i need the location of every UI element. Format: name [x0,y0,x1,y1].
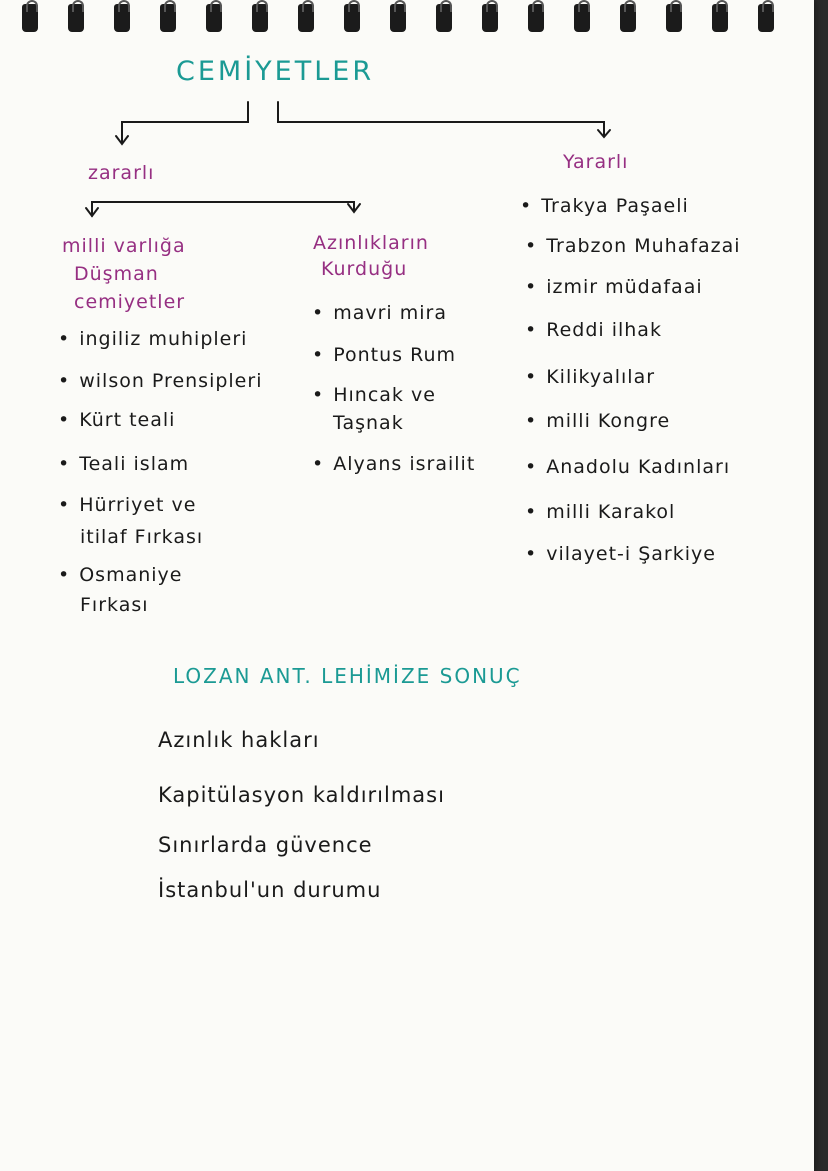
connector-right [278,102,604,136]
list-item-continued: Fırkası [80,594,149,616]
connector-zararli [92,202,354,216]
list-item: • izmir müdafaai [525,276,703,298]
sub-label-enemy-societies [62,232,186,316]
list-item: • Hıncak ve [312,384,436,406]
list-item: • Kilikyalılar [525,366,655,388]
list-item-continued: itilaf Fırkası [80,526,204,548]
result-item: Kapitülasyon kaldırılması [158,783,445,807]
list-item: • wilson Prensipleri [58,370,262,392]
branch-label-useful: Yararlı [563,151,629,173]
branch-label-harmful: zararlı [88,162,155,184]
list-item: • Alyans israilit [312,453,475,475]
list-item: • Pontus Rum [312,344,456,366]
label-line: cemiyetler [74,291,186,313]
list-item: • milli Kongre [525,410,670,432]
list-item: • Kürt teali [58,409,175,431]
list-item: • Hürriyet ve [58,494,196,516]
list-item: • mavri mira [312,302,447,324]
label-line: Düşman [74,263,159,285]
list-item: • Reddi ilhak [525,319,662,341]
list-item: • Trakya Paşaeli [520,195,689,217]
label-line: milli varlığa [62,235,186,257]
result-item: İstanbul'un durumu [158,878,382,902]
connector-left [122,102,248,142]
result-item: Azınlık hakları [158,728,320,752]
label-line: Kurduğu [321,258,408,280]
list-item: • Trabzon Muhafazai [525,235,741,257]
tree-connectors [0,0,814,240]
list-item: • vilayet-i Şarkiye [525,543,716,565]
result-item: Sınırlarda güvence [158,833,373,857]
list-item: • milli Karakol [525,501,675,523]
list-item: • Teali islam [58,453,189,475]
page-title: CEMİYETLER [176,56,375,87]
section-heading-lozan: LOZAN ANT. LEHİMİZE SONUÇ [173,664,522,688]
sub-label-minorities [313,230,429,282]
list-item: • Osmaniye [58,564,182,586]
label-line: Azınlıkların [313,232,429,254]
list-item: • Anadolu Kadınları [525,456,730,478]
list-item: • ingiliz muhipleri [58,328,247,350]
list-item-continued: Taşnak [333,412,404,434]
